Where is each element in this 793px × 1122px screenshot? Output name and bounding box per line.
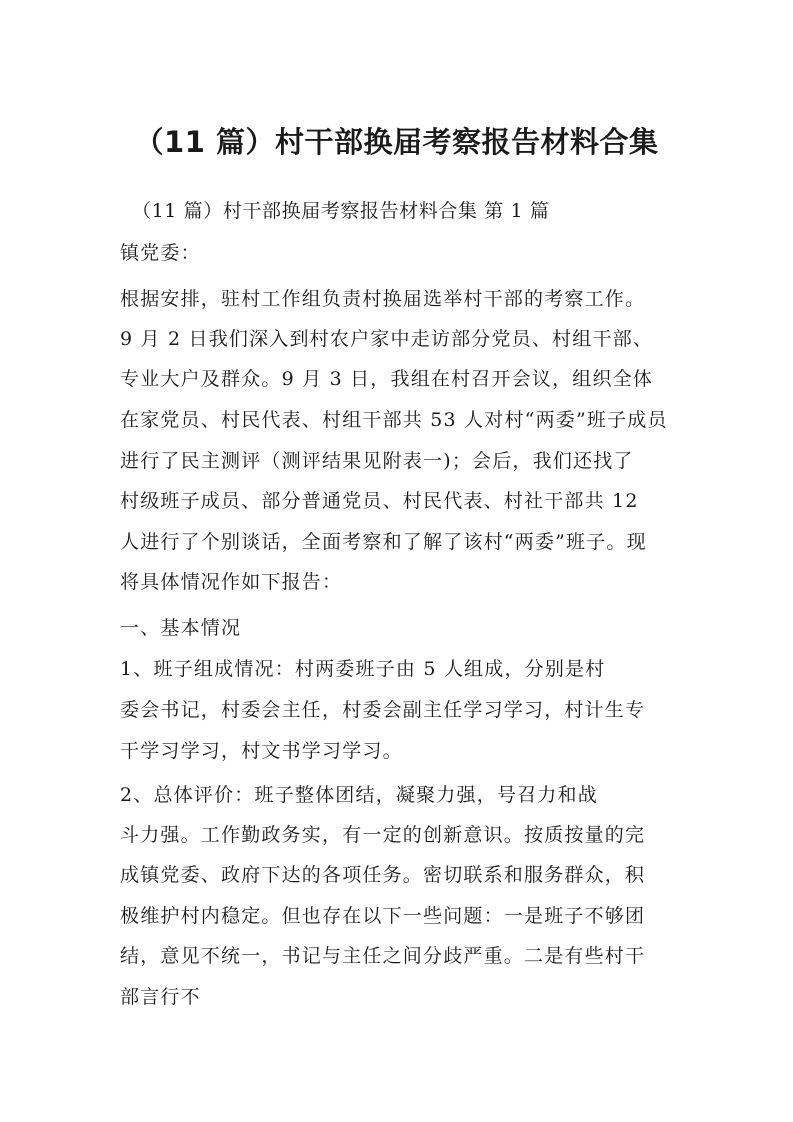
paragraph-line: 专业大户及群众。9 月 3 日，我组在村召开会议，组织全体 [120, 368, 654, 390]
document-subtitle: （11 篇）村干部换届考察报告材料合集 第 1 篇 [132, 200, 550, 222]
paragraph-line: 极维护村内稳定。但也存在以下一些问题：一是班子不够团 [120, 905, 646, 927]
paragraph-line: 根据安排，驻村工作组负责村换届选举村干部的考察工作。 [120, 288, 646, 310]
paragraph-line: 镇党委： [120, 242, 201, 264]
paragraph-line: 斗力强。工作勤政务实，有一定的创新意识。按质按量的完 [120, 824, 646, 846]
paragraph-line: 干学习学习，村文书学习学习。 [120, 740, 403, 762]
paragraph-line: 委会书记，村委会主任，村委会副主任学习学习，村计生专 [120, 699, 646, 721]
paragraph-line: 成镇党委、政府下达的各项任务。密切联系和服务群众，积 [120, 864, 646, 886]
paragraph-line: 村级班子成员、部分普通党员、村民代表、村社干部共 12 [120, 490, 639, 512]
paragraph-line: 进行了民主测评（测评结果见附表一)；会后，我们还找了 [120, 450, 634, 472]
paragraph-line: 1、班子组成情况：村两委班子由 5 人组成，分别是村 [120, 658, 606, 680]
paragraph-line: 2、总体评价：班子整体团结，凝聚力强，号召力和战 [120, 784, 598, 806]
paragraph-line: 9 月 2 日我们深入到村农户家中走访部分党员、村组干部、 [120, 328, 654, 350]
paragraph-line: 将具体情况作如下报告： [120, 571, 343, 593]
paragraph-line: 人进行了个别谈话，全面考察和了解了该村“两委”班子。现 [120, 531, 647, 553]
paragraph-line: 结，意见不统一，书记与主任之间分歧严重。二是有些村干 [120, 945, 646, 967]
paragraph-line: 部言行不 [120, 986, 201, 1008]
document-title: （11 篇）村干部换届考察报告材料合集 [134, 125, 659, 159]
paragraph-line: 在家党员、村民代表、村组干部共 53 人对村“两委”班子成员 [120, 409, 668, 431]
section-heading: 一、基本情况 [120, 617, 242, 639]
